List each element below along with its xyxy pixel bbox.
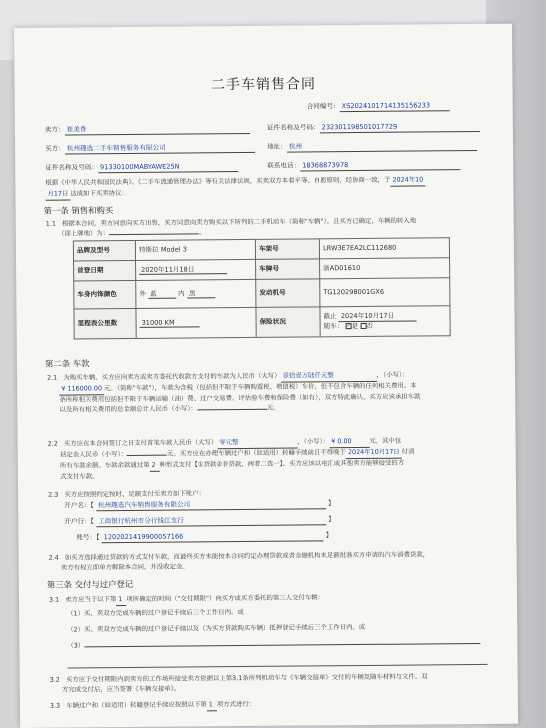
first-payment-numeric: ¥ 0.00 bbox=[329, 437, 369, 448]
clause-2-3-number: 2.3 bbox=[48, 490, 59, 499]
buyer-value: 杭州趣选二手车销售服务有限公司 bbox=[65, 143, 255, 155]
preamble-text-end: 达成如下买卖协议： bbox=[70, 188, 128, 198]
plate-label: 车牌号 bbox=[256, 259, 320, 280]
color-exterior-prefix: 外 bbox=[139, 289, 146, 298]
preamble-date-year: 2024年10 bbox=[390, 175, 425, 186]
buyer-field bbox=[45, 143, 255, 155]
contract-number-value: XS2024101714135156233 bbox=[340, 101, 450, 112]
account-number-label: 账号： bbox=[76, 533, 97, 542]
delivery-option-2: （2）买、卖双方完成车辆的过户登记手续以及（为买方贷款购买车辆）抵押登记手续后三个工作日内。或 bbox=[67, 622, 366, 634]
clause-2-4-number: 2.4 bbox=[48, 553, 59, 562]
transfer-option: 1 bbox=[207, 700, 217, 711]
reg-date-cell bbox=[136, 259, 256, 280]
preamble bbox=[45, 175, 485, 201]
insurance-yes-label: 是 bbox=[351, 322, 359, 331]
total-amount-blank bbox=[197, 409, 267, 411]
clause-2-1 bbox=[47, 370, 499, 416]
buyer-label: 买方： bbox=[45, 144, 65, 153]
phone-label: 联系电话： bbox=[267, 161, 301, 170]
account-bank-value: 工商银行杭州市分行钱江支行 bbox=[96, 515, 326, 527]
insurance-with-car-label: 随车： bbox=[323, 322, 344, 331]
phone-value: 18368873978 bbox=[300, 160, 460, 171]
vin-label: 车架号 bbox=[255, 239, 319, 260]
mileage-cell bbox=[136, 307, 256, 338]
document-title: 二手车销售合同 bbox=[210, 76, 317, 94]
buyer-id-field bbox=[45, 162, 238, 174]
preamble-date-day: 月17日 bbox=[45, 189, 70, 200]
phone-field bbox=[267, 160, 460, 172]
clause-3-2 bbox=[50, 672, 502, 696]
color-label: 车身内饰颜色 bbox=[74, 280, 136, 309]
seller-value: 崔美香 bbox=[65, 124, 250, 136]
clause-2-4 bbox=[49, 550, 501, 574]
delivery-option: 1 bbox=[116, 595, 126, 606]
clause-3-2-number: 3.2 bbox=[49, 675, 60, 684]
clause-2-1-line-1: 为购买车辆，买方应向卖方或卖方委托代收款方支付的车款为人民币（大写） bbox=[63, 371, 281, 382]
account-number-value: 1202021419900057166 bbox=[102, 531, 324, 543]
clause-2-2-line-3: 所有车款余额。车款余款通过第 bbox=[59, 460, 150, 470]
contract-document bbox=[14, 24, 518, 728]
clause-2-2-line-1-end: 元。其中包 bbox=[369, 436, 402, 445]
clause-3-3-line-1: 车辆过户和（如适用）转籍登记手续应按照以下第 bbox=[66, 700, 207, 710]
engine-label: 发动机号 bbox=[256, 279, 320, 308]
seller-field bbox=[45, 124, 250, 136]
insurance-prefix: 截止 bbox=[323, 312, 337, 321]
payment-deadline: 2024年10月17日 bbox=[346, 448, 402, 459]
mileage-value: 31000 KM bbox=[140, 318, 200, 328]
deposit-blank bbox=[127, 455, 167, 456]
table-row bbox=[74, 306, 450, 339]
clause-3-3 bbox=[50, 698, 502, 713]
clause-3-2-line-2: 方完成交付后，应当签署《车辆交接单》。 bbox=[61, 684, 181, 694]
clause-2-2-line-2-mid: 元。买方应在办理车辆过户和（如适用）转籍手续前且不得晚于 bbox=[166, 448, 346, 458]
clause-2-2-line-2: 括定金人民币（小写）： bbox=[59, 449, 128, 459]
clause-2-1-line-4: 以及所有相关费用的总金额总计人民币（小写）： bbox=[59, 404, 197, 414]
clause-2-2-line-1: 买方应在本合同签订之日支付首笔车款人民币（大写） bbox=[63, 438, 218, 448]
table-row bbox=[74, 278, 450, 309]
account-name-field: 开户名：【 杭州趣选汽车销售服务有限公司 】 bbox=[64, 499, 335, 510]
clause-2-2-line-3-end: 种形式支付【①贷款②非贷款，两者二选一】。买方应该以电汇或其他卖方能够接受的方 bbox=[159, 458, 405, 469]
seller-id-label: 证件名称及号码： bbox=[266, 123, 320, 132]
seller-label: 卖方： bbox=[44, 125, 65, 134]
insurance-date: 2024年10月17日 bbox=[339, 312, 417, 323]
account-bank-label: 开户行： bbox=[64, 517, 91, 526]
delivery-option-1: （1）买、卖双方完成车辆的过户登记手续后三个工作日内。或 bbox=[67, 608, 244, 618]
article-2-title: 第二条 车款 bbox=[44, 358, 90, 369]
reg-date-label: 首登日期 bbox=[74, 260, 136, 281]
delivery-option-3 bbox=[67, 638, 480, 650]
clause-2-1-line-1-end: ，（小写）： bbox=[376, 370, 409, 379]
price-numeric: ¥ 116000.00 bbox=[59, 384, 104, 395]
clause-1-1-text: 根据本合同，卖方同意向买方出售，买方同意向卖方购买以下所列的二手机动车（简称"车辆"）。且买方已确定，车辆的转入地 bbox=[61, 216, 417, 228]
seller-id-field bbox=[267, 122, 480, 134]
clause-3-3-number: 3.3 bbox=[49, 701, 61, 710]
insurance-no-label: 否 bbox=[366, 321, 373, 330]
address-field bbox=[267, 141, 477, 153]
clause-2-1-line-3: 条所称相关费用包括但不限于车辆运输（油）费、过户交易费、评估验车费和保险费（如有），双方特此确认，买方应该承担车款 bbox=[59, 392, 421, 404]
account-name-label: 开户名： bbox=[64, 501, 91, 510]
delivery-option-3-label: （3） bbox=[67, 641, 85, 650]
account-name-value: 杭州趣选汽车销售服务有限公司 bbox=[96, 499, 326, 511]
vehicle-info-table bbox=[73, 237, 451, 339]
clause-2-1-number: 2.1 bbox=[47, 373, 58, 382]
contract-number bbox=[307, 101, 450, 112]
registration-place-blank bbox=[109, 233, 199, 235]
clause-2-3-text: 买方应按照约定按时、足额支付至卖方如下账户： bbox=[64, 489, 205, 499]
clause-2-2-number: 2.2 bbox=[47, 439, 58, 448]
buyer-id-value: 91330100MABYAWE25N bbox=[98, 162, 238, 173]
brand-value: 特斯拉 Model 3 bbox=[135, 239, 255, 260]
clause-3-1 bbox=[49, 592, 501, 607]
color-exterior-value: 蓝 bbox=[148, 289, 176, 299]
clause-2-2-line-1-mid: ，（小写）： bbox=[297, 437, 330, 446]
clause-1-1-text-2: （即上牌地）为： bbox=[57, 229, 110, 238]
clause-1-1-number: 1.1 bbox=[45, 219, 56, 228]
clause-2-2-line-4: 式支付车款。 bbox=[60, 472, 99, 481]
price-chinese: 壹拾壹万陆仟元整 bbox=[281, 371, 377, 383]
clause-2-4-line-2: 卖方有权立即单方解除本合同，并没收定金。 bbox=[60, 562, 189, 572]
clause-3-1-number: 3.1 bbox=[48, 595, 60, 604]
clause-2-4-line-1: 如买方选择通过贷款的方式支付车款，而最终买方未能按本合同约定办理贷款或者金融机构未足额批准买方申请的汽车消费贷款， bbox=[64, 550, 430, 562]
account-number-field: 账号：【 1202021419900057166 】 bbox=[76, 531, 333, 542]
buyer-id-label: 证件名称及号码： bbox=[45, 163, 99, 172]
preamble-text: 根据《中华人民共和国民法典》、《二手车流通管理办法》等有关法律法规，买卖双方本着平等、自愿原则，经协商一致，于 bbox=[45, 175, 391, 187]
clause-2-2-line-2-end: 付清 bbox=[401, 447, 415, 456]
seller-id-value: 232301198501017729 bbox=[320, 122, 480, 133]
engine-value: TG120298001GX6 bbox=[320, 278, 450, 307]
vin-value: LRW3E7EA2LC112680 bbox=[319, 238, 449, 259]
mileage-label: 里程表公里数 bbox=[74, 308, 136, 339]
insurance-label: 保险状况 bbox=[256, 307, 320, 338]
account-bank-field: 开户行：【 工商银行杭州市分行钱江支行 】 bbox=[64, 515, 335, 526]
plate-value: 浙AD01610 bbox=[320, 258, 450, 279]
clause-2-1-line-4-end: 元。 bbox=[266, 403, 280, 412]
first-payment-chinese: 零元整 bbox=[217, 438, 297, 450]
article-3-title: 第三条 交付与过户登记 bbox=[46, 578, 134, 590]
brand-label: 品牌及型号 bbox=[73, 240, 135, 261]
color-interior-prefix: 内 bbox=[178, 289, 185, 298]
delivery-option-3-blank bbox=[84, 643, 480, 647]
payment-method-option: 2 bbox=[149, 461, 159, 472]
clause-2-2 bbox=[48, 436, 500, 483]
clause-3-1-line-1: 卖方应当于以下第 bbox=[65, 595, 117, 604]
clause-3-1-line-1-end: 项所确定的时间（"交付期限"）向买方或买方委托的第三人交付车辆： bbox=[126, 593, 325, 604]
address-value: 杭州 bbox=[287, 141, 477, 153]
delivery-option-3-blank-line bbox=[68, 664, 488, 669]
clause-3-3-line-1-end: 项方式进行： bbox=[216, 699, 256, 709]
clause-2-1-line-2: 元。（简称"车款"），车款为含税（包括但不限于车辆购置税、增值税）车价，但不包含车辆的任何相关费用。本 bbox=[103, 381, 417, 393]
color-cell bbox=[136, 279, 256, 308]
contract-number-label: 合同编号： bbox=[306, 102, 340, 111]
clause-2-3 bbox=[48, 487, 500, 501]
clause-3-2-line-1: 买方应于交付期限内到卖方的工作场所接受卖方依据以上第3.1条所列机动车与《车辆交接单》交付的车辆及随车材料与文件。双 bbox=[65, 672, 428, 684]
article-1-title: 第一条 销售和购买 bbox=[43, 205, 114, 216]
insurance-yes-checkbox[interactable]: ✓ bbox=[346, 323, 351, 330]
reg-date-value: 2020年11月18日 bbox=[139, 265, 227, 276]
clause-1-1: 1.1 根据本合同，卖方同意向买方出售，买方同意向卖方购买以下所列的二手机动车（简称"车辆"）。且买方已确定，车辆的转入地 （即上牌地）为： 。 bbox=[45, 216, 417, 238]
address-label: 地址： bbox=[267, 142, 287, 151]
color-interior-value: 黑 bbox=[187, 289, 215, 299]
insurance-cell bbox=[320, 306, 450, 337]
